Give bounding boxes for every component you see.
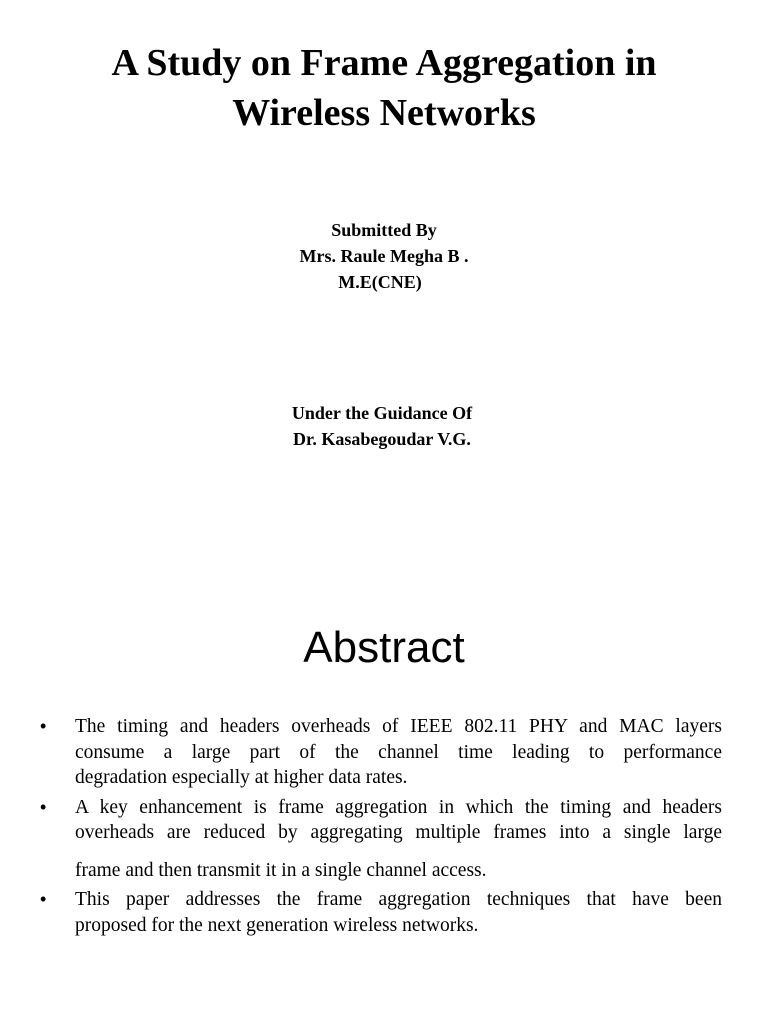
bullet-line: frame and then transmit it in a single channel access. <box>75 859 487 881</box>
guide-name: Dr. Kasabegoudar V.G. <box>293 429 471 449</box>
bullet-line: consume a large part of the channel time leading to performance <box>75 741 722 763</box>
bullet-icon: • <box>40 889 47 909</box>
document-title <box>0 38 768 138</box>
title-line-1: A Study on Frame Aggregation in <box>111 42 657 84</box>
bullet-line: The timing and headers overheads of IEEE 802.11 PHY and MAC layers <box>75 716 722 737</box>
bullet-text <box>75 714 722 791</box>
bullet-line: overheads are reduced by aggregating multiple frames into a single large <box>75 822 722 843</box>
abstract-heading: Abstract <box>303 623 465 672</box>
guidance-heading: Under the Guidance Of <box>291 403 473 423</box>
submitted-by-block <box>0 217 768 295</box>
bullet-icon: • <box>40 796 47 817</box>
bullet-line: proposed for the next generation wireless networks. <box>75 914 479 936</box>
bullet-line: degradation especially at higher data rates. <box>75 767 408 788</box>
author-degree: M.E(CNE) <box>338 272 422 292</box>
bullet-icon: • <box>40 716 47 736</box>
bullet-line: A key enhancement is frame aggregation in which the timing and headers <box>75 796 722 818</box>
abstract-bullet-list <box>38 714 722 942</box>
submitted-by-heading: Submitted By <box>331 220 437 240</box>
list-item <box>38 714 722 791</box>
bullet-text <box>75 887 722 938</box>
title-line-2: Wireless Networks <box>232 92 536 134</box>
author-name: Mrs. Raule Megha B . <box>299 246 469 266</box>
list-item <box>38 887 722 938</box>
bullet-line: This paper addresses the frame aggregation techniques that have been <box>75 889 722 910</box>
list-item <box>38 795 722 884</box>
bullet-text <box>75 795 722 884</box>
guidance-block <box>0 400 768 452</box>
